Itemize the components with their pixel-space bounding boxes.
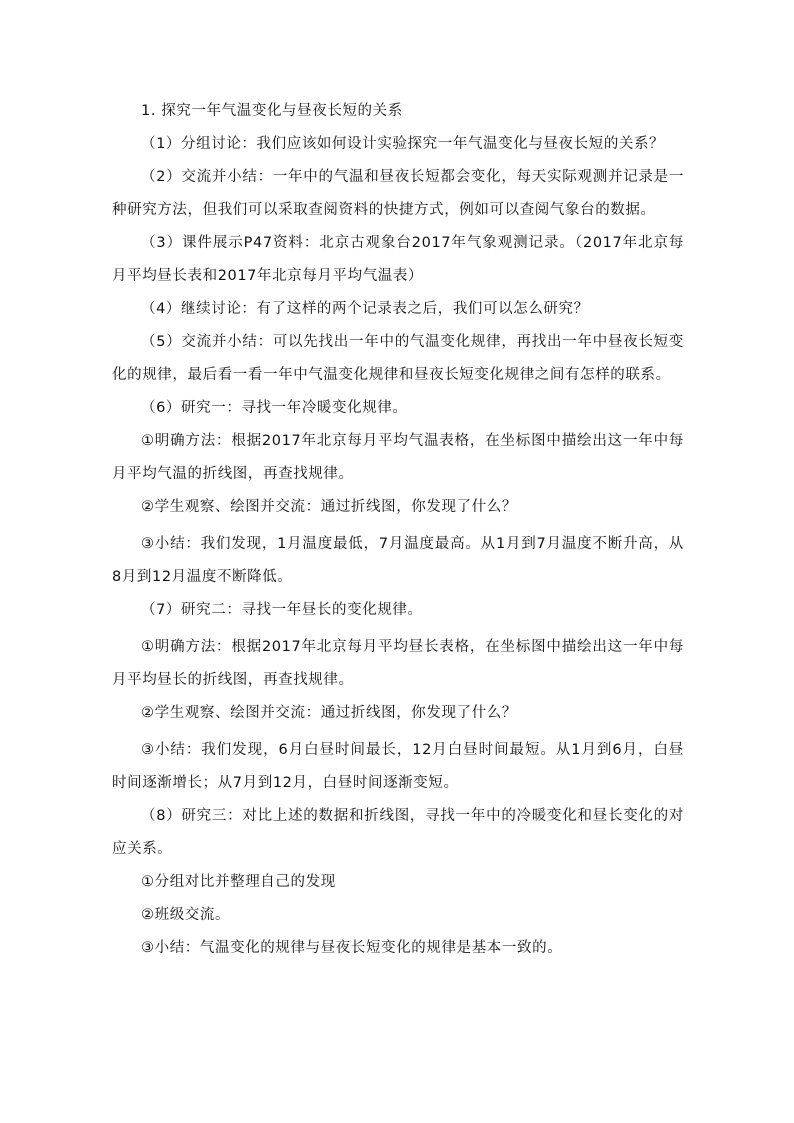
paragraph-8-step-3: ③小结：气温变化的规律与昼夜长短变化的规律是基本一致的。 — [141, 940, 563, 956]
paragraph-2: （2）交流并小结：一年中的气温和昼夜长短都会变化，每天实际观测并记录是一种研究方法，但我们可以采取查阅资料的快捷方式，例如可以查阅气象台的数据。 — [112, 169, 684, 218]
paragraph-6-step-1: ①明确方法：根据2017年北京每月平均气温表格，在坐标图中描绘出这一年中每月平均气温的折线图，再查找规律。 — [112, 433, 684, 482]
paragraph-6-step-3: ③小结：我们发现，1月温度最低，7月温度最高。从1月到7月温度不断升高，从8月到12月温度不断降低。 — [112, 536, 684, 585]
section-heading: 1. 探究一年气温变化与昼夜长短的关系 — [141, 103, 403, 119]
paragraph-3: （3）课件展示P47资料：北京古观象台2017年气象观测记录。（2017年北京每月平均昼长表和2017年北京每月平均气温表） — [112, 235, 684, 284]
paragraph-6-step-2: ②学生观察、绘图并交流：通过折线图，你发现了什么？ — [141, 499, 517, 515]
document-body — [112, 95, 684, 965]
paragraph-7-step-3: ③小结：我们发现，6月白昼时间最长，12月白昼时间最短。从1月到6月，白昼时间逐渐增长；从7月到12月，白昼时间逐渐变短。 — [112, 742, 684, 791]
paragraph-7: （7）研究二：寻找一年昼长的变化规律。 — [141, 602, 423, 618]
paragraph-6: （6）研究一：寻找一年冷暖变化规律。 — [141, 400, 408, 416]
paragraph-8-step-1: ①分组对比并整理自己的发现 — [141, 874, 336, 890]
paragraph-7-step-2: ②学生观察、绘图并交流：通过折线图，你发现了什么？ — [141, 705, 517, 721]
paragraph-1: （1）分组讨论：我们应该如何设计实验探究一年气温变化与昼夜长短的关系？ — [141, 136, 665, 152]
paragraph-8: （8）研究三：对比上述的数据和折线图，寻找一年中的冷暖变化和昼长变化的对应关系。 — [112, 808, 684, 857]
paragraph-5: （5）交流并小结：可以先找出一年中的气温变化规律，再找出一年中昼夜长短变化的规律，最后看一看一年中气温变化规律和昼夜长短变化规律之间有怎样的联系。 — [112, 334, 684, 383]
paragraph-7-step-1: ①明确方法：根据2017年北京每月平均昼长表格，在坐标图中描绘出这一年中每月平均昼长的折线图，再查找规律。 — [112, 639, 684, 688]
paragraph-8-step-2: ②班级交流。 — [141, 907, 231, 923]
paragraph-4: （4）继续讨论：有了这样的两个记录表之后，我们可以怎么研究？ — [141, 301, 589, 317]
